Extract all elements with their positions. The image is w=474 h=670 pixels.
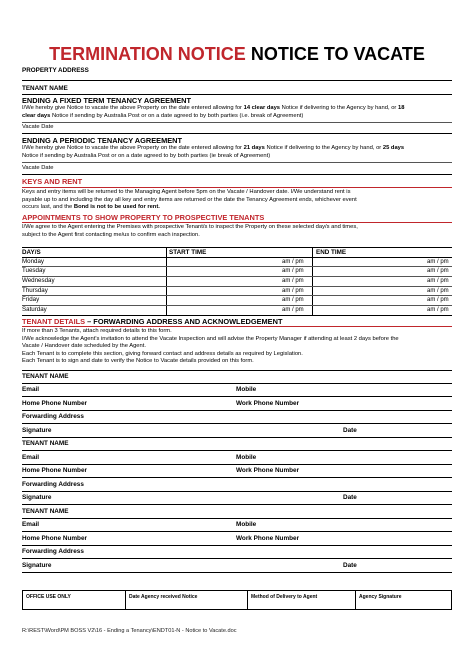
- periodic-vacate-date-label: Vacate Date: [22, 165, 54, 171]
- tenant3-signature-label: Signature: [22, 562, 52, 569]
- tenant3-name-field[interactable]: [22, 518, 452, 519]
- fixed-term-heading: ENDING A FIXED TERM TENANCY AGREEMENT: [22, 96, 192, 105]
- tenant2-work-phone-label: Work Phone Number: [236, 467, 300, 474]
- tenant1-phone-field[interactable]: [22, 410, 452, 411]
- start-ampm-saturday[interactable]: am / pm: [282, 307, 304, 313]
- tenant2-phone-field[interactable]: [22, 477, 452, 478]
- day-friday: Friday: [22, 296, 40, 303]
- tenant2-signature-label: Signature: [22, 494, 52, 501]
- office-method-cell[interactable]: [247, 591, 355, 609]
- tenant3-signature-field[interactable]: [22, 572, 452, 573]
- tenant3-date-label: Date: [343, 562, 357, 569]
- end-ampm-thursday[interactable]: am / pm: [427, 288, 449, 294]
- day-thursday: Thursday: [22, 287, 48, 294]
- day-wednesday: Wednesday: [22, 277, 55, 284]
- tenant1-forwarding-field[interactable]: [22, 423, 452, 424]
- appointments-heading: APPOINTMENTS TO SHOW PROPERTY TO PROSPECTIVE TENANTS: [22, 213, 265, 222]
- appointments-text: I/We agree to the Agent entering the Premises with prospective Tenant/s to inspect the Property on these selected day/s and times, subject to the Agent first contacting me/us to confirm each inspection.: [22, 224, 358, 238]
- tenant2-forwarding-label: Forwarding Address: [22, 481, 84, 488]
- start-ampm-wednesday[interactable]: am / pm: [282, 278, 304, 284]
- fixed-term-text: I/We hereby give Notice to vacate the above Property on the date entered allowing for 14 clear days Notice if delivering to the Agency by hand, or 18 clear days Notice if sending by Australia Post or on a date agreed to by both parties (i.e. break of Agreement): [22, 105, 405, 119]
- tenant2-email-mobile-field[interactable]: [22, 464, 452, 465]
- col-day: DAY/S: [22, 249, 41, 256]
- tenant1-name-field[interactable]: [22, 383, 452, 384]
- fixed-term-vacate-date-label: Vacate Date: [22, 124, 54, 130]
- end-ampm-tuesday[interactable]: am / pm: [427, 268, 449, 274]
- periodic-heading: ENDING A PERIODIC TENANCY AGREEMENT: [22, 136, 183, 145]
- office-date-received-cell[interactable]: [125, 591, 247, 609]
- fixed-term-vacate-date-field[interactable]: [22, 133, 452, 134]
- tenant3-forwarding-label: Forwarding Address: [22, 548, 84, 555]
- tenant2-mobile-label: Mobile: [236, 454, 257, 461]
- end-ampm-saturday[interactable]: am / pm: [427, 307, 449, 313]
- tenant3-name-label: TENANT NAME: [22, 508, 69, 515]
- tenant2-signature-field[interactable]: [22, 504, 452, 505]
- tenant-details-text: If more than 3 Tenants, attach required details to this form. I/We acknowledge the Agent's invitation to attend the Vacate Inspection and will advise the Property Manager if attending at least 2 days before the Vacate / Handover date scheduled by the Agent. Each Tenant is to complete this section, giving forward contact and address details as required by Legislation. Each Tenant is to sign and date to verify the Notice to Vacate details provided on this form.: [22, 328, 399, 365]
- periodic-vacate-date-field[interactable]: [22, 174, 452, 175]
- col-start: START TIME: [169, 249, 207, 256]
- office-date-received-label: Date Agency received Notice: [129, 594, 198, 600]
- tenant-name-label: TENANT NAME: [22, 85, 68, 92]
- end-ampm-wednesday[interactable]: am / pm: [427, 278, 449, 284]
- keys-text: Keys and entry items will be returned to the Managing Agent before 5pm on the Vacate / Handover date. I/We understand rent is payable up to and including the day all key and entry items are returned or the date the Tenancy Agreement ends, whichever event occurs last, and the Bond is not to be used for rent.: [22, 189, 357, 211]
- tenant1-signature-label: Signature: [22, 427, 52, 434]
- tenant3-home-phone-label: Home Phone Number: [22, 535, 87, 542]
- footer-file-path: R:\REST\Word\PM BOSS V2\16 - Ending a Tenancy\ENDT01-N - Notice to Vacate.doc: [22, 628, 237, 634]
- end-ampm-monday[interactable]: am / pm: [427, 259, 449, 265]
- office-agency-signature-cell[interactable]: [355, 591, 451, 609]
- title-red: TERMINATION NOTICE: [49, 44, 246, 64]
- end-ampm-friday[interactable]: am / pm: [427, 297, 449, 303]
- tenant2-home-phone-label: Home Phone Number: [22, 467, 87, 474]
- tenant3-work-phone-label: Work Phone Number: [236, 535, 300, 542]
- office-use-box: [22, 590, 452, 610]
- tenant1-mobile-label: Mobile: [236, 386, 257, 393]
- office-use-only-label: OFFICE USE ONLY: [26, 594, 71, 600]
- start-ampm-thursday[interactable]: am / pm: [282, 288, 304, 294]
- periodic-text: I/We hereby give Notice to vacate the above Property on the date entered allowing for 21 days Notice if delivering to the Agency by hand, or 25 days Notice if sending by Australia Post or on a date agreed to by both parties (ie break of Agreement): [22, 145, 405, 159]
- tenant3-phone-field[interactable]: [22, 545, 452, 546]
- keys-heading: KEYS AND RENT: [22, 177, 83, 186]
- property-address-label: PROPERTY ADDRESS: [22, 67, 89, 74]
- tenant3-email-mobile-field[interactable]: [22, 531, 452, 532]
- tenant2-name-label: TENANT NAME: [22, 440, 69, 447]
- start-ampm-tuesday[interactable]: am / pm: [282, 268, 304, 274]
- tenant2-date-label: Date: [343, 494, 357, 501]
- tenant1-forwarding-label: Forwarding Address: [22, 413, 84, 420]
- office-method-label: Method of Delivery to Agent: [251, 594, 318, 600]
- tenant1-email-label: Email: [22, 386, 40, 393]
- page-title: [0, 44, 474, 64]
- start-ampm-monday[interactable]: am / pm: [282, 259, 304, 265]
- tenant-details-heading: TENANT DETAILS – FORWARDING ADDRESS AND ACKNOWLEDGEMENT: [22, 317, 283, 326]
- tenant2-email-label: Email: [22, 454, 40, 461]
- tenant1-signature-field[interactable]: [22, 437, 452, 438]
- office-agency-signature-label: Agency Signature: [359, 594, 402, 600]
- tenant3-forwarding-field[interactable]: [22, 558, 452, 559]
- property-address-field[interactable]: [22, 80, 452, 81]
- tenant-name-field[interactable]: [22, 94, 452, 95]
- title-black: NOTICE TO VACATE: [250, 44, 425, 64]
- start-ampm-friday[interactable]: am / pm: [282, 297, 304, 303]
- day-tuesday: Tuesday: [22, 267, 46, 274]
- tenant2-forwarding-field[interactable]: [22, 491, 452, 492]
- tenant1-email-mobile-field[interactable]: [22, 396, 452, 397]
- tenant1-work-phone-label: Work Phone Number: [236, 400, 300, 407]
- tenant3-mobile-label: Mobile: [236, 521, 257, 528]
- tenant3-email-label: Email: [22, 521, 40, 528]
- col-end: END TIME: [316, 249, 347, 256]
- tenant1-name-label: TENANT NAME: [22, 373, 69, 380]
- tenant1-home-phone-label: Home Phone Number: [22, 400, 87, 407]
- day-saturday: Saturday: [22, 306, 47, 313]
- day-monday: Monday: [22, 258, 45, 265]
- tenant2-name-field[interactable]: [22, 450, 452, 451]
- tenant1-date-label: Date: [343, 427, 357, 434]
